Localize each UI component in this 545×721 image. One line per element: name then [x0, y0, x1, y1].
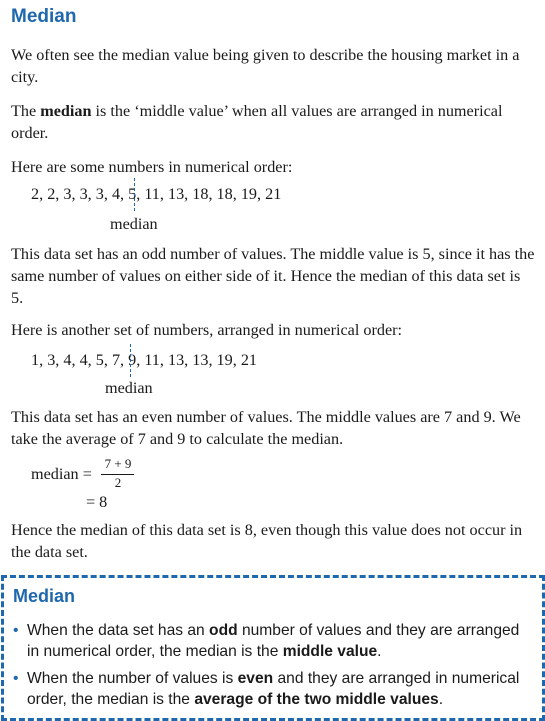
example1-lead: Here are some numbers in numerical order:	[11, 158, 293, 176]
summary-bullet-odd	[13, 620, 533, 662]
fraction-denominator: 2	[114, 475, 122, 490]
definition-paragraph	[11, 100, 536, 144]
definition-term: median	[40, 102, 92, 120]
example1-number-list	[31, 185, 281, 204]
example1-numbers-right: , 11, 13, 18, 18, 19, 21	[136, 185, 282, 203]
definition-text-after: is the ‘middle value’ when all values are arranged in numerical order.	[11, 102, 503, 142]
bullet-text: number of values and they are arranged in numerical order, the median is the	[27, 622, 520, 660]
bullet-icon: •	[13, 670, 19, 687]
bullet-icon: •	[13, 622, 19, 639]
bullet-text: and they are arranged in numerical order, the median is the	[27, 670, 520, 708]
definition-text-before: The	[11, 102, 41, 120]
summary-title: Median	[13, 586, 76, 606]
bullet-text: When the data set has an	[27, 622, 210, 639]
section-heading: Median	[11, 6, 77, 27]
bullet-text: When the number of values is	[27, 670, 238, 687]
intro-paragraph: We often see the median value being given to describe the housing market in a city.	[11, 46, 520, 86]
example1-numbers-left: 2, 2, 3, 3, 3, 4,	[31, 185, 129, 203]
summary-box	[1, 575, 545, 721]
example1-median-marker	[134, 178, 135, 211]
bullet-emphasis: average of the two middle values	[194, 691, 439, 708]
example2-explanation: This data set has an even number of values. The middle values are 7 and 9. We take the average of 7 and 9 to calculate the median.	[11, 408, 521, 448]
bullet-emphasis: middle value	[282, 643, 378, 660]
bullet-emphasis: even	[237, 670, 274, 687]
example2-conclusion: Hence the median of this data set is 8, even though this value does not occur in the data set.	[11, 521, 523, 561]
example2-median-label: median	[105, 379, 153, 397]
summary-bullet-even	[13, 668, 533, 710]
bullet-text: .	[438, 691, 444, 708]
bullet-text: .	[377, 643, 382, 660]
fraction-numerator: 7 + 9	[104, 456, 132, 471]
example1-median-label: median	[110, 215, 158, 233]
example2-lead: Here is another set of numbers, arranged in numerical order:	[11, 321, 403, 339]
median-calc-label: median =	[31, 465, 92, 483]
bullet-emphasis: odd	[209, 622, 238, 639]
example2-numbers-right: 9, 11, 13, 13, 19, 21	[128, 351, 258, 369]
median-calc-result: = 8	[86, 493, 108, 511]
example2-median-marker	[130, 344, 131, 377]
example2-number-list	[31, 351, 257, 370]
example2-numbers-left: 1, 3, 4, 4, 5, 7,	[31, 351, 129, 369]
example1-middle-value: 5	[128, 185, 137, 203]
example1-explanation: This data set has an odd number of values. The middle value is 5, since it has the same number of values on either side of it. Hence the median of this data set is 5.	[11, 245, 535, 307]
